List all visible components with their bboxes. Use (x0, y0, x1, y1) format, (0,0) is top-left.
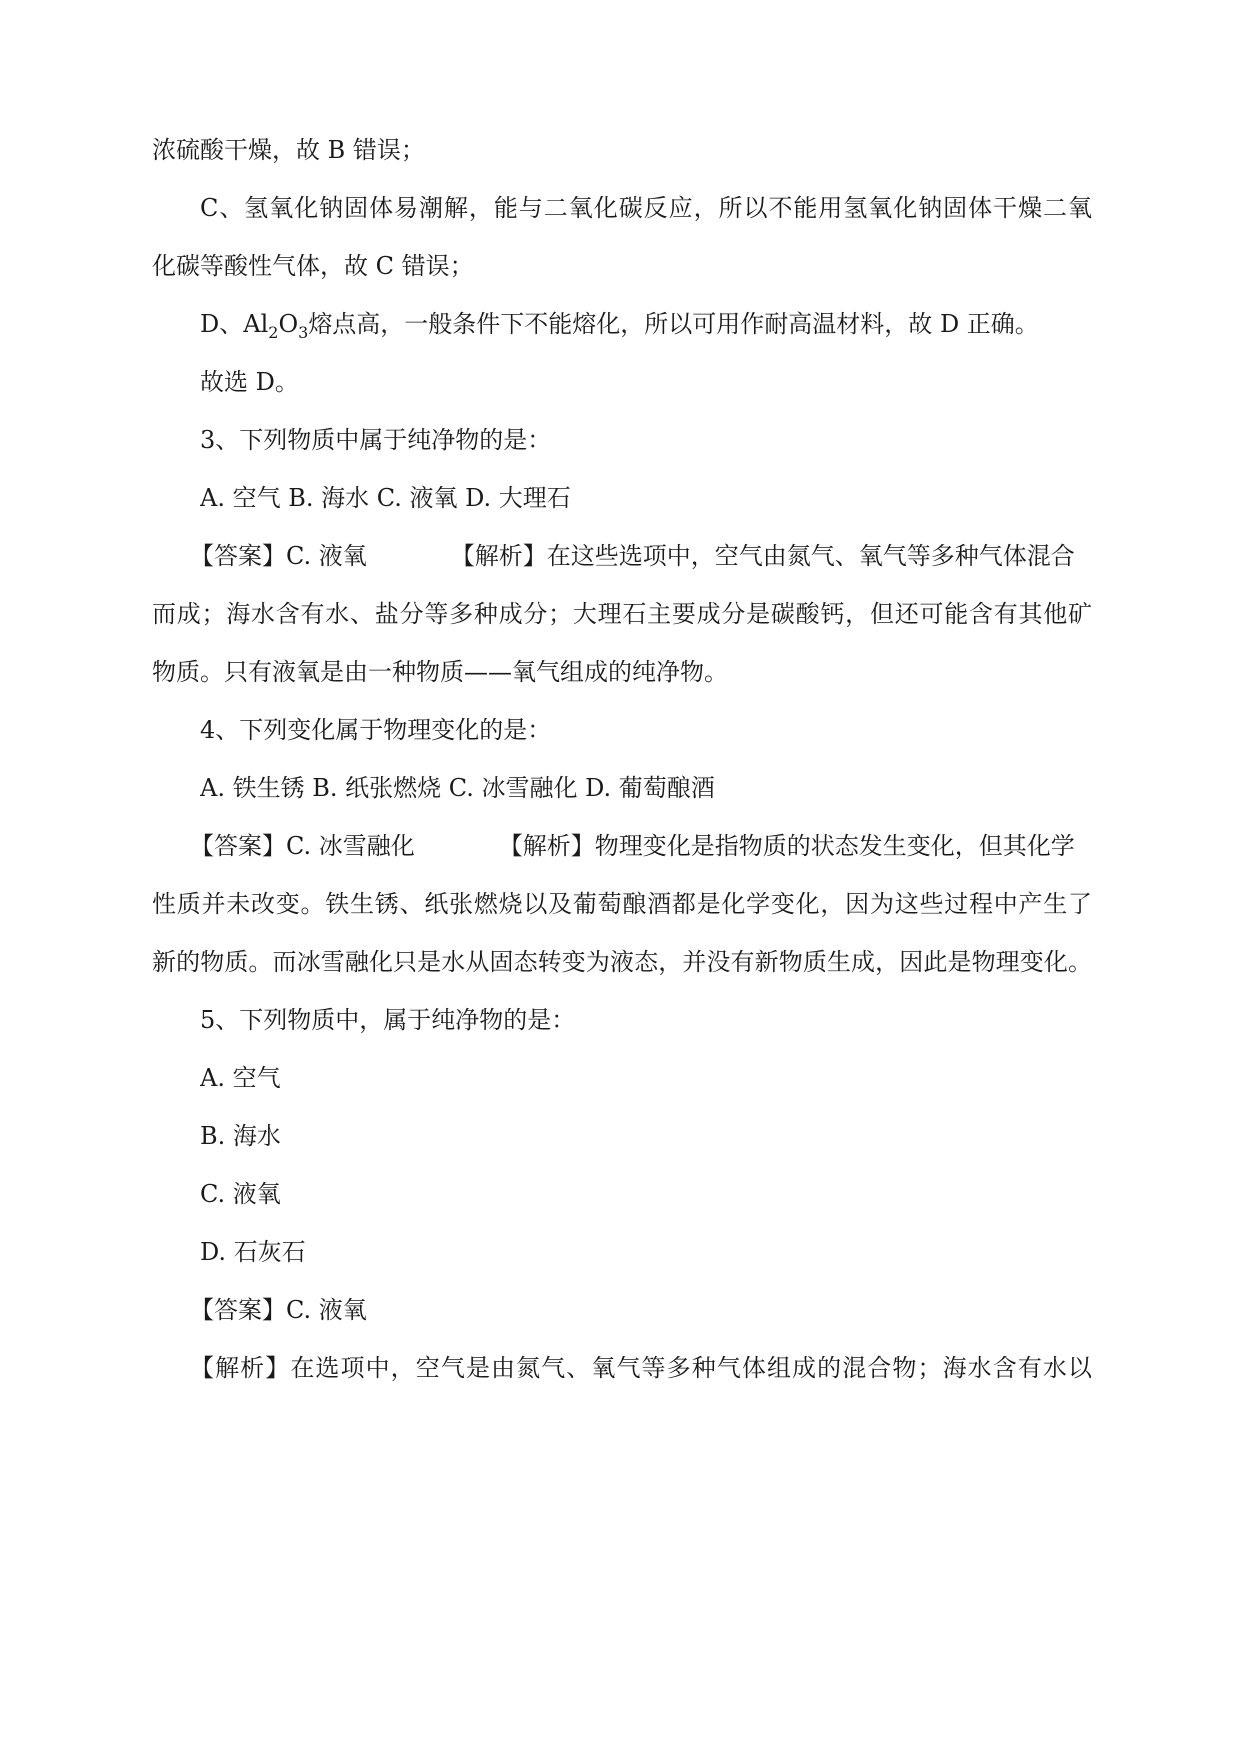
question-4-analysis-start: 【解析】物理变化是指物质的状态发生变化，但其化学 (498, 832, 1075, 860)
question-4-title: 4、下列变化属于物理变化的是： (200, 716, 552, 744)
question-5-answer: 【答案】C. 液氧 (190, 1296, 367, 1324)
question-3-analysis-line-2: 而成；海水含有水、盐分等多种成分；大理石主要成分是碳酸钙，但还可能含有其他矿 (152, 600, 1092, 628)
question-5-option-b: B. 海水 (200, 1122, 281, 1150)
subscript-3: 3 (298, 323, 309, 340)
question-3-answer: 【答案】C. 液氧 (190, 542, 367, 570)
question-4-answer: 【答案】C. 冰雪融化 (190, 832, 415, 860)
text-line-choose-d: 故选 D。 (200, 368, 299, 396)
d-mid: O (278, 310, 299, 338)
question-3-answer-line (190, 540, 1092, 572)
question-3-title: 3、下列物质中属于纯净物的是： (200, 426, 552, 454)
question-3-analysis-start: 【解析】在这些选项中，空气由氮气、氧气等多种气体混合 (450, 542, 1075, 570)
d-prefix: D、Al (200, 310, 269, 338)
text-line-c-explanation: C、氢氧化钠固体易潮解，能与二氧化碳反应，所以不能用氢氧化钠固体干燥二氧 (200, 194, 1092, 222)
question-5-option-c: C. 液氧 (200, 1180, 281, 1208)
question-5-option-a: A. 空气 (200, 1064, 281, 1092)
text-line-b-conclusion: 浓硫酸干燥，故 B 错误； (152, 136, 425, 164)
question-4-analysis-line-3: 新的物质。而冰雪融化只是水从固态转变为液态，并没有新物质生成，因此是物理变化。 (152, 948, 1092, 976)
question-4-answer-line (190, 830, 1092, 862)
question-5-analysis-line-1: 【解析】在选项中，空气是由氮气、氧气等多种气体组成的混合物；海水含有水以 (190, 1354, 1092, 1382)
text-line-d-explanation (200, 308, 1092, 340)
text-line-c-conclusion: 化碳等酸性气体，故 C 错误； (152, 252, 474, 280)
question-4-analysis-line-2: 性质并未改变。铁生锈、纸张燃烧以及葡萄酿酒都是化学变化，因为这些过程中产生了 (152, 890, 1092, 918)
question-3-analysis-line-3: 物质。只有液氧是由一种物质——氧气组成的纯净物。 (152, 658, 728, 686)
question-5-title: 5、下列物质中，属于纯净物的是： (200, 1006, 576, 1034)
d-suffix: 熔点高，一般条件下不能熔化，所以可用作耐高温材料，故 D 正确。 (308, 310, 1039, 338)
question-5-option-d: D. 石灰石 (200, 1238, 306, 1266)
question-4-options: A. 铁生锈 B. 纸张燃烧 C. 冰雪融化 D. 葡萄酿酒 (200, 774, 715, 802)
subscript-2: 2 (268, 323, 279, 340)
question-3-options: A. 空气 B. 海水 C. 液氧 D. 大理石 (200, 484, 571, 512)
